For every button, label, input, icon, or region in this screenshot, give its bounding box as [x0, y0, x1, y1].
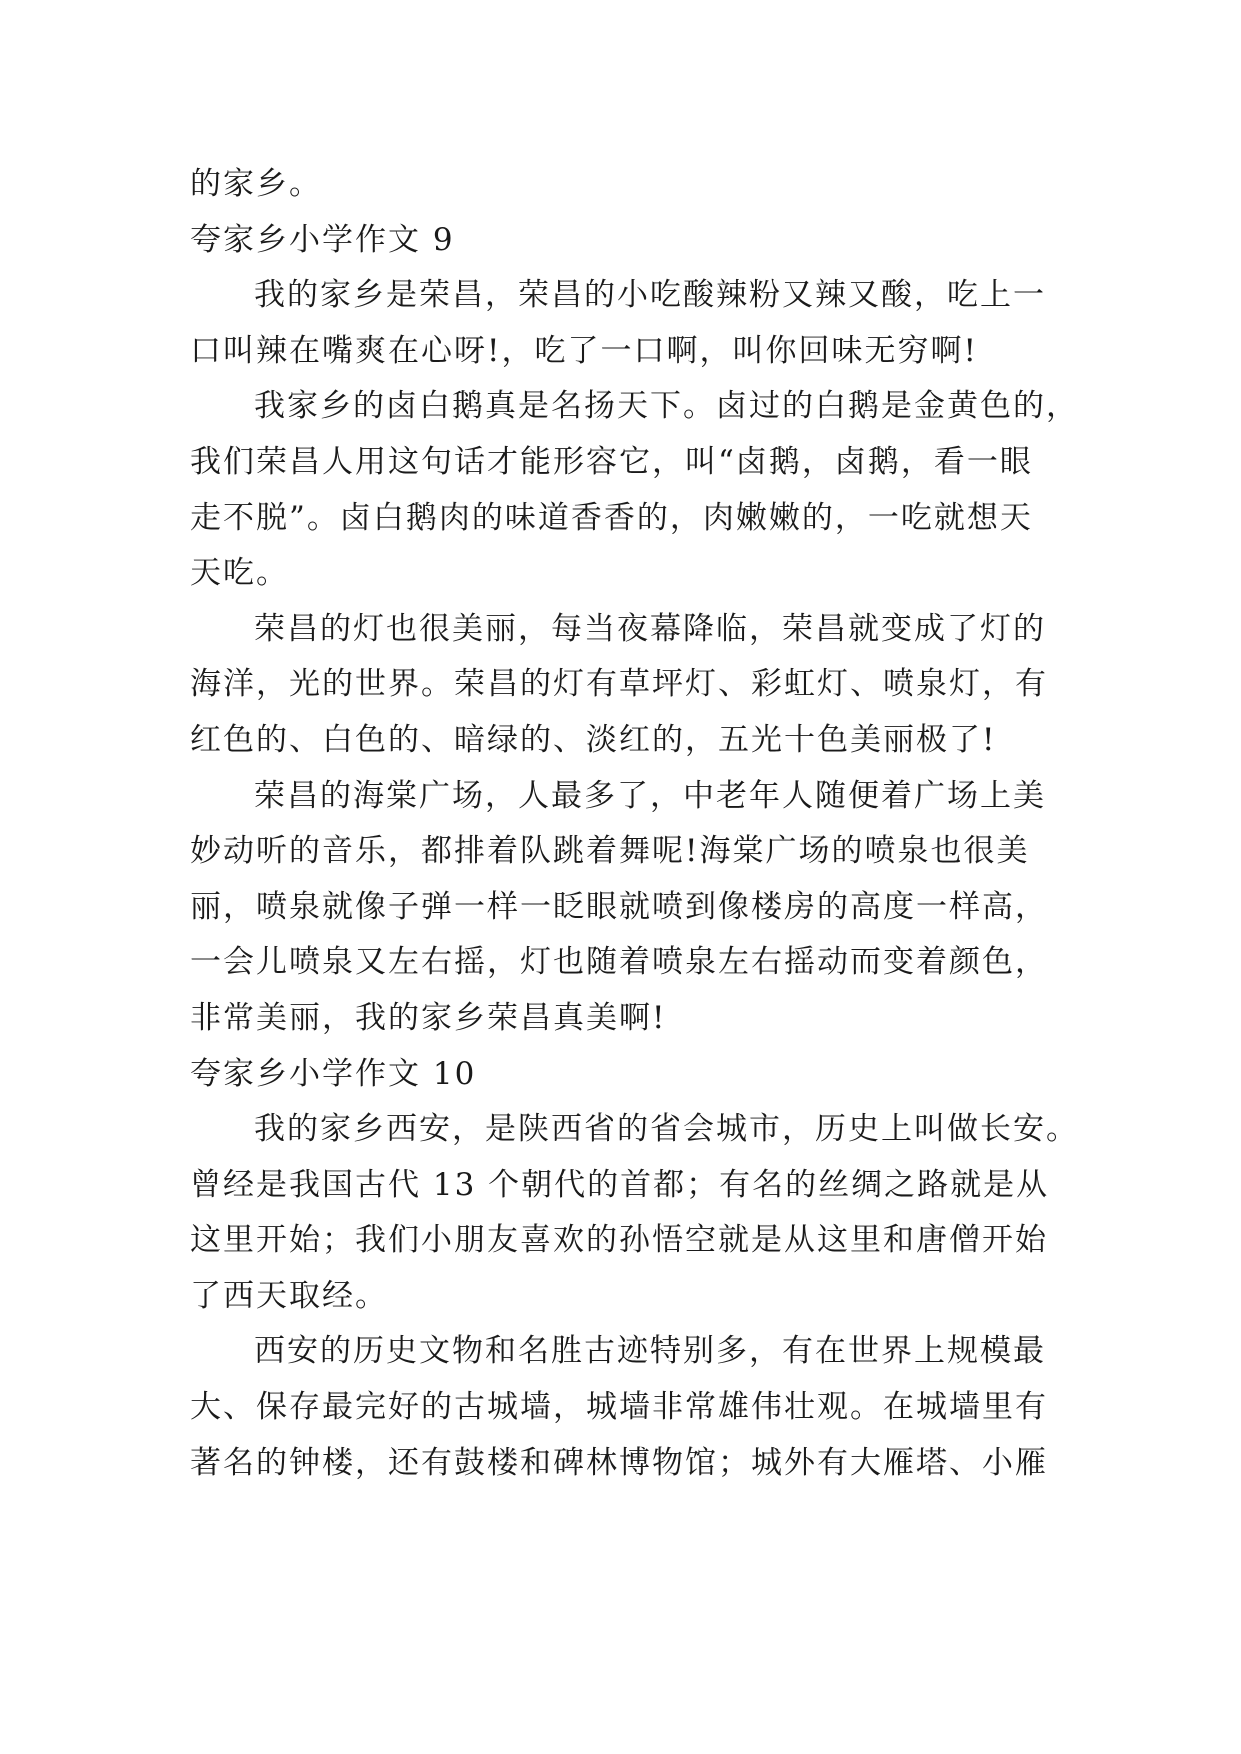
paragraph-start: 荣昌的灯也很美丽，每当夜幕降临，荣昌就变成了灯的: [254, 610, 1046, 647]
text-line: 海洋，光的世界。荣昌的灯有草坪灯、彩虹灯、喷泉灯，有: [190, 666, 1048, 703]
essay-heading-9: 夸家乡小学作文 9: [190, 221, 455, 258]
paragraph-start: 荣昌的海棠广场，人最多了，中老年人随便着广场上美: [254, 777, 1046, 814]
text-line: 天吃。: [190, 555, 289, 592]
text-line: 一会儿喷泉又左右摇，灯也随着喷泉左右摇动而变着颜色，: [190, 944, 1048, 981]
text-line: 口叫辣在嘴爽在心呀!，吃了一口啊，叫你回味无穷啊!: [190, 332, 978, 369]
paragraph-start: 西安的历史文物和名胜古迹特别多，有在世界上规模最: [254, 1333, 1046, 1370]
paragraph-start: 我的家乡是荣昌，荣昌的小吃酸辣粉又辣又酸，吃上一: [254, 277, 1046, 314]
document-body: [190, 157, 1079, 1491]
paragraph-start: 我的家乡西安，是陕西省的省会城市，历史上叫做长安。: [254, 1111, 1079, 1148]
text-line: 非常美丽，我的家乡荣昌真美啊!: [190, 999, 667, 1036]
text-line: 著名的钟楼，还有鼓楼和碑林博物馆；城外有大雁塔、小雁: [190, 1444, 1048, 1481]
text-line: 了西天取经。: [190, 1277, 388, 1314]
text-line: 曾经是我国古代 13 个朝代的首都；有名的丝绸之路就是从: [190, 1166, 1050, 1203]
paragraph-start: 我家乡的卤白鹅真是名扬天下。卤过的白鹅是金黄色的，: [254, 388, 1079, 425]
text-line: 的家乡。: [190, 166, 322, 202]
text-line: 妙动听的音乐，都排着队跳着舞呢!海棠广场的喷泉也很美: [190, 833, 1030, 870]
text-line: 这里开始；我们小朋友喜欢的孙悟空就是从这里和唐僧开始: [190, 1222, 1048, 1259]
text-line: 我们荣昌人用这句话才能形容它，叫“卤鹅，卤鹅，看一眼: [190, 443, 1033, 480]
text-line: 红色的、白色的、暗绿的、淡红的，五光十色美丽极了!: [190, 721, 997, 758]
text-line: 大、保存最完好的古城墙，城墙非常雄伟壮观。在城墙里有: [190, 1389, 1048, 1426]
text-line: 丽，喷泉就像子弹一样一眨眼就喷到像楼房的高度一样高，: [190, 888, 1048, 925]
text-line: 走不脱”。卤白鹅肉的味道香香的，肉嫩嫩的，一吃就想天: [190, 499, 1033, 536]
essay-heading-10: 夸家乡小学作文 10: [190, 1055, 477, 1092]
